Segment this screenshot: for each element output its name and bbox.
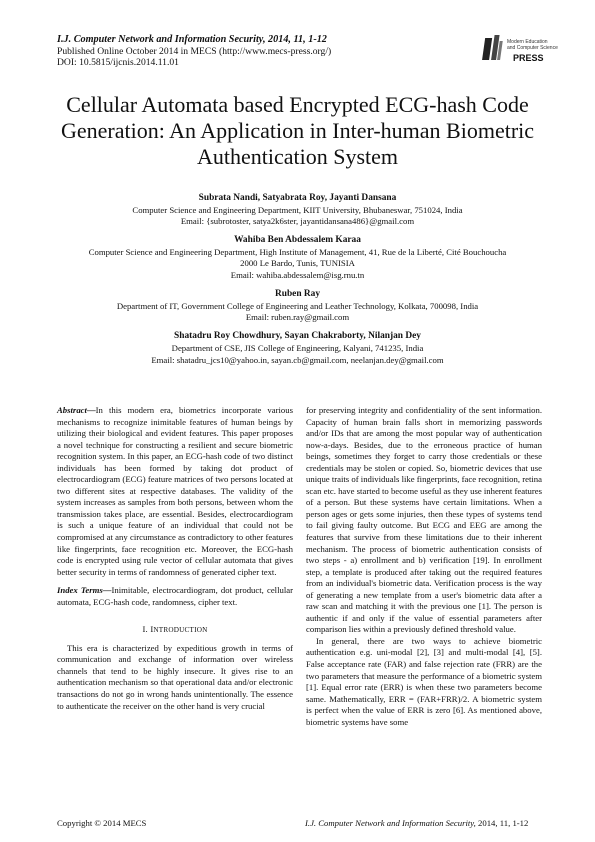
author-email: Email: wahiba.abdessalem@isg.rnu.tn (230, 270, 365, 281)
author-email: Email: ruben.ray@gmail.com (245, 312, 350, 323)
abstract-text: In this modern era, biometrics incorporate various mechanisms to recognize inimitable features of human beings by utilizing their biological and evident features. This paper proposes a novel technique for constructing a resilient and secure biometric recognition system. In this paper, an ECG-hash code of two distinct individuals has been formed by taking dot product of electrocardiogram (ECG) feature matrices of two persons located at two different sites at respective databases. The validity of the system increases as samples from both persons, between whom the transmission takes place, are essential. Besides, electrocardiogram is such a unique feature of an individual that could not be compromised at any circumstance as contradictory to other features like fingerprints, face recognition etc. Moreover, the ECG-hash code is encrypted using rule vector of cellular automata that gives better security in terms of randomness of generated cipher text. (57, 405, 293, 577)
index-terms-label: Index Terms (57, 585, 103, 596)
author-names: Shatadru Roy Chowdhury, Sayan Chakraborty, Nilanjan Dey (174, 331, 421, 342)
logo-line1: Modern Education (507, 39, 548, 45)
author-affiliation: Department of CSE, JIS College of Engineering, Kalyani, 741235, India (171, 343, 424, 354)
author-names: Ruben Ray (274, 289, 321, 300)
section-first-letter: I (150, 624, 154, 635)
journal-header (57, 34, 457, 69)
author-block (30, 193, 565, 374)
intro-paragraph-1: This era is characterized by expeditious growth in terms of communication and exchange of information over wireless channels that tend to be highly insecure. It gives rise to an authentication mechanism so that operational data and/or electronic transactions do not go in wrong hands unintentionally. The essence to authenticate the receiver on the other hand is very crucial (57, 642, 293, 711)
author-affiliation: Computer Science and Engineering Department, KIIT University, Bhubaneswar, 751024, India (132, 204, 463, 215)
right-column (306, 405, 542, 728)
logo-line2: and Computer Science (507, 45, 558, 51)
left-column (57, 405, 293, 712)
author-group-2 (30, 235, 565, 281)
journal-footer (305, 818, 528, 828)
copyright-footer: Copyright © 2014 MECS (57, 818, 147, 828)
author-address: 2000 Le Bardo, Tunis, TUNISIA (240, 258, 355, 269)
section-number: I. (142, 624, 148, 635)
index-terms-text: Inimitable, electrocardiogram, dot product, cellular automata, ECG-hash code, randomness, cipher text. (57, 585, 294, 607)
author-email: Email: {subrotoster, satya2k6ster, jayantidansana486}@gmail.com (180, 216, 415, 227)
author-affiliation: Department of IT, Government College of Engineering and Leather Technology, Kolkata, 700098, India (116, 300, 479, 311)
paper-title: Cellular Automata based Encrypted ECG-hash Code Generation: An Application in Inter-human Biometric Authentication System (60, 92, 535, 169)
intro-paragraph-2: In general, there are two ways to achieve biometric authentication e.g. uni-modal [2], [3] and multi-modal [4], [5]. False acceptance rate (FAR) and false rejection rate (FRR) are the two parameters that measure the performance of a biometric system [1]. Equal error rate (ERR) is when these two parameters become same. Mathematically, ERR = (FAR+FRR)/2. A biometric system is perfect when the value of ERR is zero [6]. As mentioned above, biometric systems have some (306, 635, 542, 727)
footer-issue: 2014, 11, 1-12 (475, 818, 529, 828)
journal-citation: I.J. Computer Network and Information Security, 2014, 11, 1-12 (57, 34, 327, 45)
index-terms (57, 585, 293, 608)
author-group-1 (30, 193, 565, 228)
abstract-label: Abstract (57, 405, 87, 415)
author-names: Wahiba Ben Abdessalem Karaa (234, 235, 361, 246)
author-email: Email: shatadru_jcs10@yahoo.in, sayan.cb@gmail.com, neelanjan.dey@gmail.com (151, 354, 444, 365)
footer-journal: I.J. Computer Network and Information Security, (305, 818, 476, 828)
published-line: Published Online October 2014 in MECS (http://www.mecs-press.org/) (57, 45, 332, 57)
intro-paragraph-1-cont: for preserving integrity and confidentiality of the sent information. Capacity of human brain falls short in memorizing passwords and/or IDs that are among the most popular way of authentication now-a-days. Besides, due to the erroneous practice of human beings, sometimes they forget to carry those credentials or these credentials may be stolen or copied. So, biometric devices that use unique traits of individuals like fingerprints, face recognition, retina scan etc. have started to become useful as they use inherent features of a person. But these systems have certain limitations. When a person ages or gets some injuries, then these types of systems tend to fail giving faulty outcome. But ECG and EEG are among the features that survive from these limitations due to their inherent mechanism. The process of biometric authentication consists of two steps - a) enrollment and b) verification [19]. In enrollment step, a template is produced after taking out the required features from an individual's biometric data. Verification process is the way of generating a new template from a user's biometric data after a raw scan and matching it with the previous one [1]. The person is authentic if and only if the value of essential parameters after comparison lies within a previously defined threshold value. (306, 405, 542, 635)
abstract-dash: — (86, 405, 96, 415)
author-group-3 (30, 289, 565, 324)
mecs-logo (484, 32, 558, 66)
index-terms-dash: — (102, 585, 112, 596)
abstract (57, 405, 293, 578)
author-affiliation: Computer Science and Engineering Department, High Institute of Management, 41, Rue de la Liberté, Cité Bouchoucha (88, 246, 507, 257)
doi-line: DOI: 10.5815/ijcnis.2014.11.01 (57, 57, 179, 69)
logo-text: PRESS (513, 53, 544, 63)
section-heading-introduction (57, 624, 293, 637)
author-group-4 (30, 331, 565, 366)
section-rest: NTRODUCTION (153, 626, 208, 635)
author-names: Subrata Nandi, Satyabrata Roy, Jayanti Dansana (198, 193, 397, 203)
